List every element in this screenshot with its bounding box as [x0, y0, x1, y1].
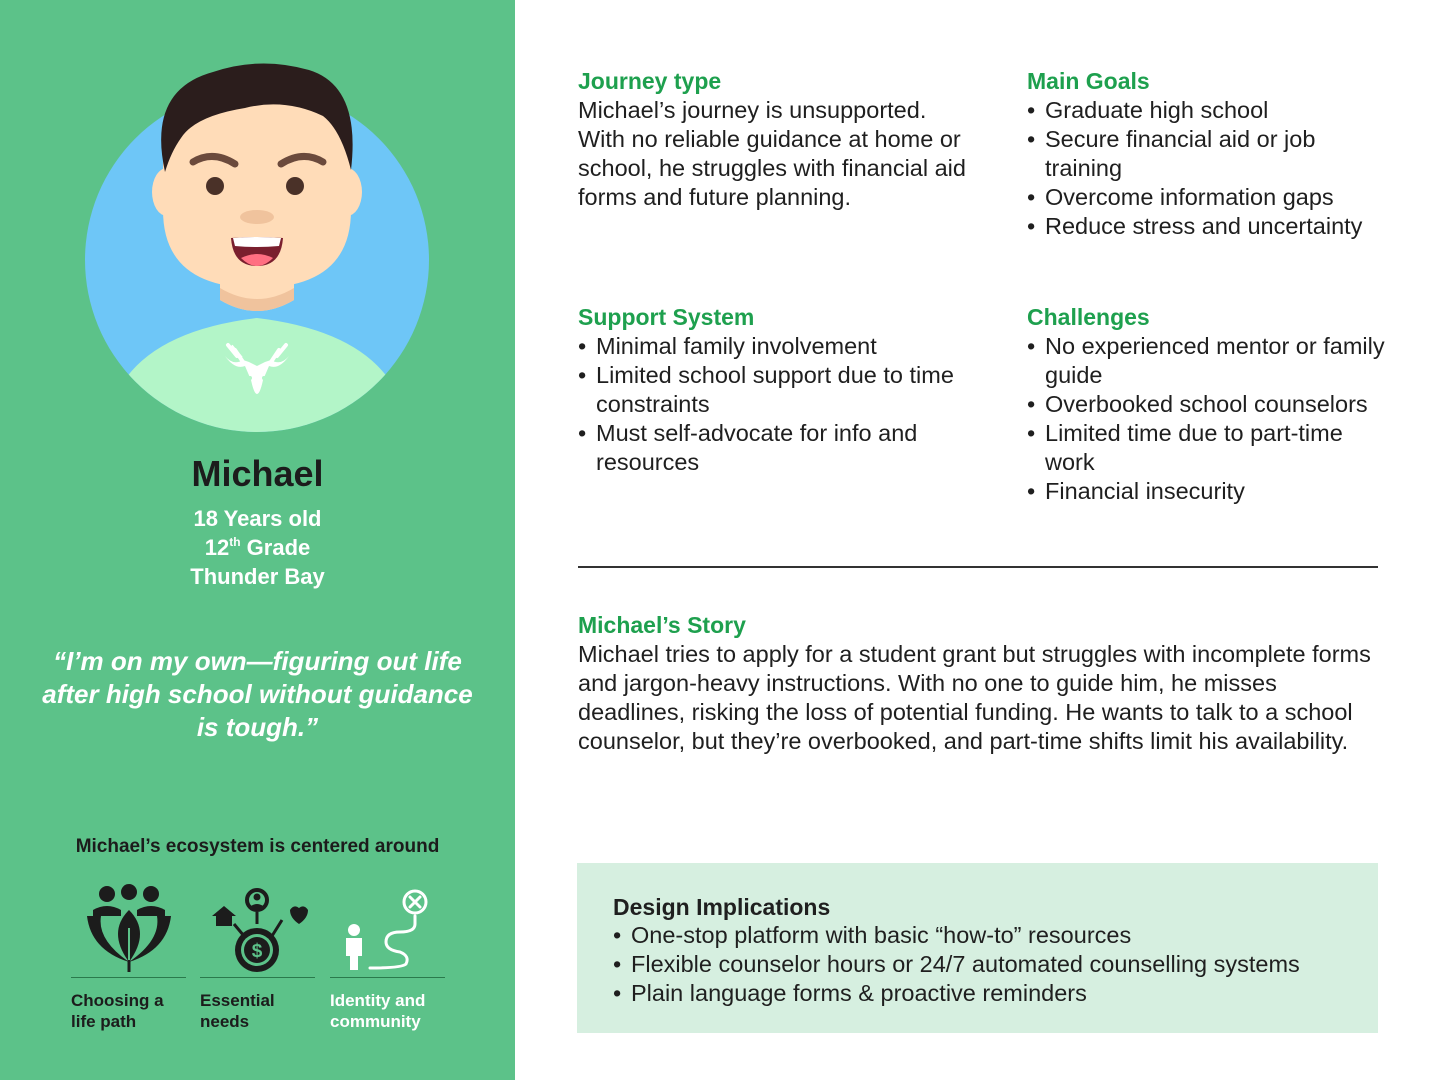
- design-title: Design Implications: [613, 894, 831, 920]
- challenge-item: • Limited time due to part-time work: [1027, 419, 1387, 477]
- challenge-item: • Overbooked school counselors: [1027, 390, 1387, 419]
- ecosystem-item-essential-needs: [200, 880, 315, 1032]
- person-path-icon: [330, 880, 445, 978]
- support-title: Support System: [578, 304, 755, 330]
- ecosystem-item-identity: [330, 880, 445, 1032]
- ecosystem-title: Michael’s ecosystem is centered around: [75, 836, 440, 857]
- persona-age: 18 Years old: [193, 506, 322, 531]
- challenge-item: • No experienced mentor or family guide: [1027, 332, 1387, 390]
- support-item: • Minimal family involvement: [578, 332, 963, 361]
- challenges-title: Challenges: [1027, 304, 1150, 330]
- ecosystem-label: Choosing a life path: [71, 991, 164, 1031]
- journey-title: Journey type: [578, 68, 722, 94]
- design-item: • Plain language forms & proactive reminders: [613, 979, 1363, 1008]
- persona-location: Thunder Bay: [190, 564, 325, 589]
- support-list: [578, 332, 963, 477]
- goals-title: Main Goals: [1027, 68, 1150, 94]
- goal-item: • Overcome information gaps: [1027, 183, 1387, 212]
- design-list: [613, 921, 1363, 1008]
- money-needs-icon: [200, 880, 315, 978]
- ecosystem-item-life-path: [71, 880, 186, 1032]
- design-item: • One-stop platform with basic “how-to” resources: [613, 921, 1363, 950]
- persona-panel: [0, 0, 515, 1080]
- grade-word: Grade: [246, 535, 311, 560]
- goals-list: [1027, 96, 1387, 241]
- persona-quote: “I’m on my own—figuring out life after high school without guidance is tough.”: [42, 646, 473, 742]
- journey-text: Michael’s journey is unsupported. With no reliable guidance at home or school, he struggles with financial aid forms and future planning.: [578, 97, 966, 210]
- lotus-people-icon: [71, 880, 186, 978]
- goal-item: • Graduate high school: [1027, 96, 1387, 125]
- design-implications-box: [577, 863, 1378, 1033]
- grade-suffix: th: [229, 535, 241, 549]
- support-item: • Limited school support due to time constraints: [578, 361, 963, 419]
- persona-grade: [0, 533, 515, 562]
- avatar: [85, 60, 430, 435]
- section-divider: [578, 566, 1378, 568]
- design-item: • Flexible counselor hours or 24/7 automated counselling systems: [613, 950, 1363, 979]
- ecosystem-label: Essential needs: [200, 991, 275, 1031]
- persona-name: Michael: [191, 453, 324, 494]
- story-text: Michael tries to apply for a student grant but struggles with incomplete forms and jargon-heavy instructions. With no one to guide him, he misses deadlines, risking the loss of potential funding. He wants to talk to a school counselor, but they’re overbooked, and part-time shifts limit his availability.: [578, 641, 1371, 754]
- grade-number: 12: [204, 535, 230, 560]
- svg-text:$: $: [251, 941, 263, 962]
- goal-item: • Secure financial aid or job training: [1027, 125, 1387, 183]
- challenges-list: [1027, 332, 1387, 506]
- goal-item: • Reduce stress and uncertainty: [1027, 212, 1387, 241]
- story-title: Michael’s Story: [578, 612, 746, 638]
- support-item: • Must self-advocate for info and resources: [578, 419, 963, 477]
- challenge-item: • Financial insecurity: [1027, 477, 1387, 506]
- ecosystem-label: Identity and community: [330, 991, 426, 1031]
